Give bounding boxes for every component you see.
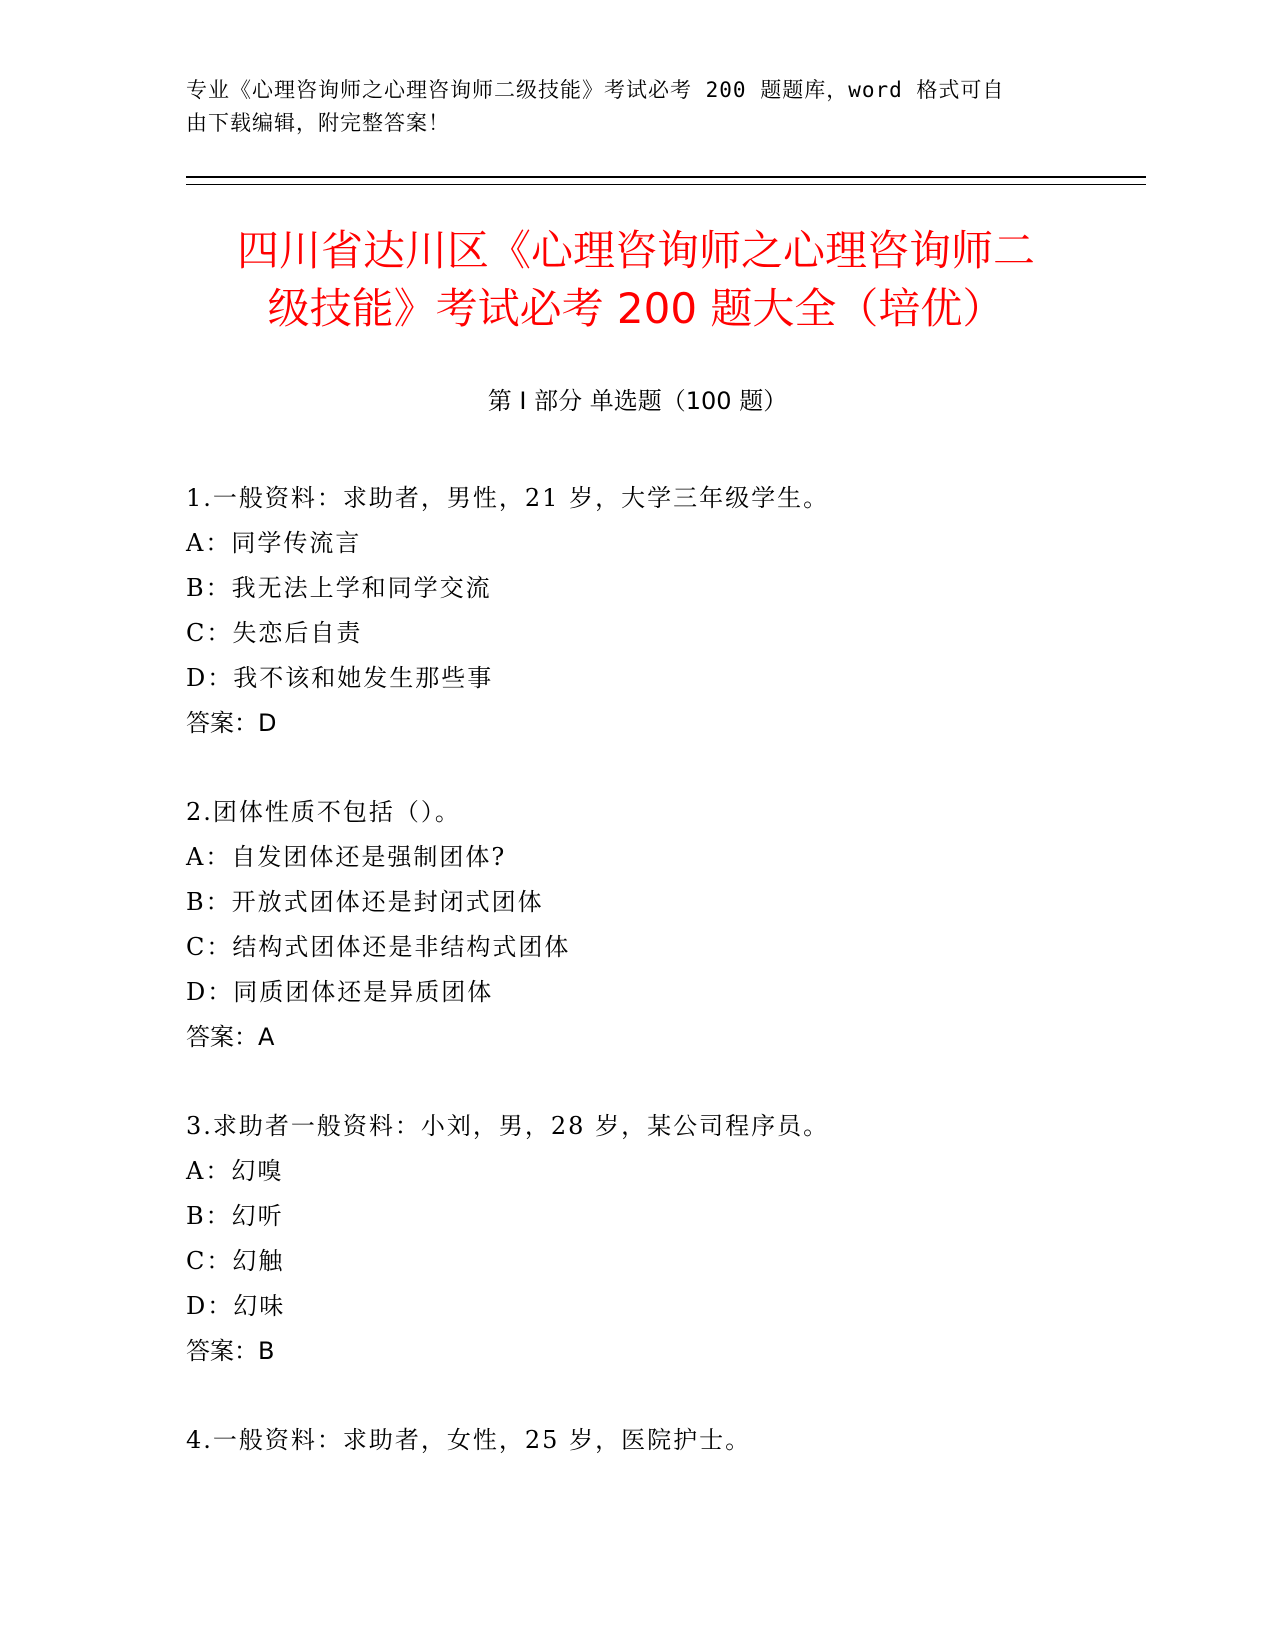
question-3 (186, 1104, 1086, 1374)
header-rule-thin (186, 184, 1146, 185)
question-stem: 3.求助者一般资料：小刘，男，28 岁，某公司程序员。 (186, 1112, 830, 1140)
header-note (186, 74, 1066, 140)
option-c: C：结构式团体还是非结构式团体 (186, 933, 571, 961)
option-b: B：幻听 (186, 1202, 284, 1230)
option-d: D：我不该和她发生那些事 (186, 664, 494, 692)
option-a: A：幻嗅 (186, 1157, 284, 1185)
header-note-line: 专业《心理咨询师之心理咨询师二级技能》考试必考 200 题题库，word 格式可自 (186, 78, 1005, 102)
header-rule-thick (186, 176, 1146, 178)
question-stem: 2.团体性质不包括（）。 (186, 798, 461, 826)
section-title: 第 I 部分 单选题（100 题） (487, 387, 788, 415)
option-c: C：幻触 (186, 1247, 285, 1275)
question-list (186, 476, 1086, 1507)
question-stem: 1.一般资料：求助者，男性，21 岁，大学三年级学生。 (186, 484, 830, 512)
answer: 答案：A (186, 1023, 275, 1051)
question-4 (186, 1418, 1086, 1463)
question-2 (186, 790, 1086, 1060)
document-title-line: 级技能》考试必考 200 题大全（培优） (267, 284, 1005, 333)
option-d: D：同质团体还是异质团体 (186, 978, 494, 1006)
option-b: B：我无法上学和同学交流 (186, 574, 492, 602)
answer: 答案：D (186, 709, 277, 737)
answer: 答案：B (186, 1337, 275, 1365)
option-b: B：开放式团体还是封闭式团体 (186, 888, 544, 916)
option-a: A：同学传流言 (186, 529, 362, 557)
document-title-line: 四川省达川区《心理咨询师之心理咨询师二 (236, 226, 1035, 275)
question-stem: 4.一般资料：求助者，女性，25 岁，医院护士。 (186, 1426, 752, 1454)
question-1 (186, 476, 1086, 746)
option-a: A：自发团体还是强制团体? (186, 843, 507, 871)
document-title (186, 222, 1086, 338)
option-d: D：幻味 (186, 1292, 286, 1320)
header-note-line: 由下载编辑，附完整答案！ (186, 111, 450, 135)
option-c: C：失恋后自责 (186, 619, 363, 647)
